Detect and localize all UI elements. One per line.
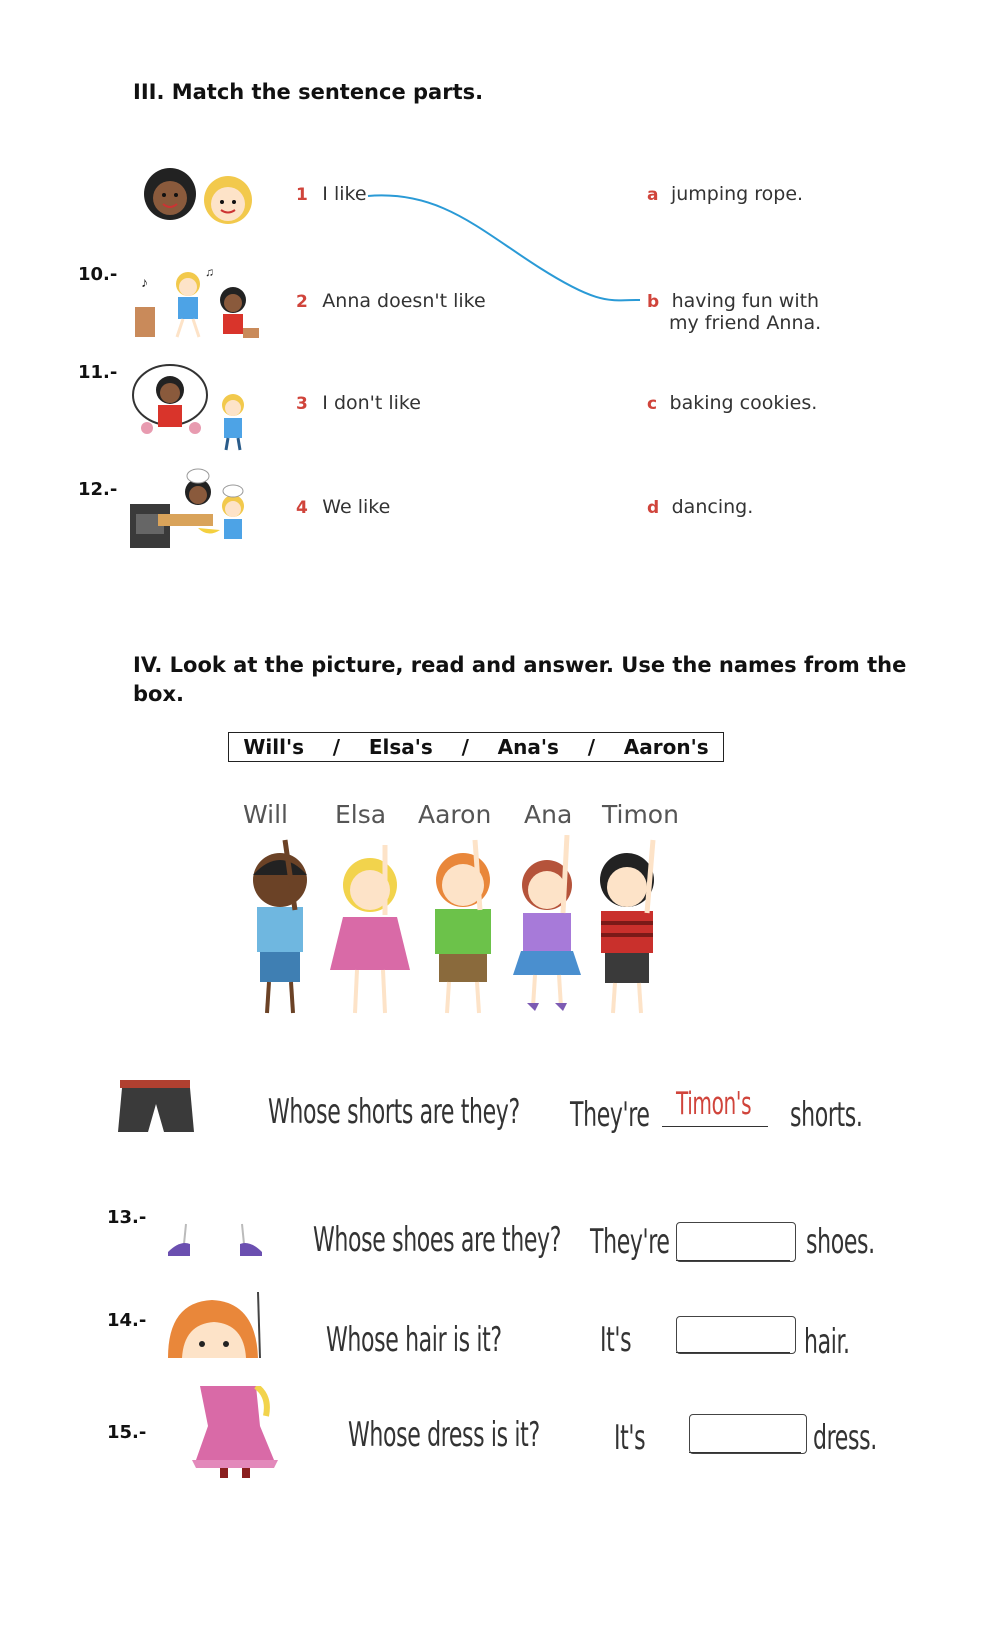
- question-number-13: 13.-: [107, 1207, 147, 1228]
- section4-title-line2: box.: [133, 682, 184, 706]
- item-text: Anna doesn't like: [322, 290, 486, 312]
- item-letter: d: [647, 498, 660, 518]
- question-number-15: 15.-: [107, 1422, 147, 1443]
- item-text-line2: my friend Anna.: [669, 312, 822, 334]
- question-15-text: Whose dress is it?: [348, 1415, 540, 1455]
- box-name-will: Will's: [243, 735, 305, 759]
- example-question: Whose shorts are they?: [268, 1092, 520, 1132]
- example-end: shorts.: [790, 1095, 863, 1135]
- question-number-14: 14.-: [107, 1310, 147, 1331]
- box-name-elsa: Elsa's: [368, 735, 433, 759]
- question-15-end: dress.: [813, 1418, 877, 1458]
- question-13-end: shoes.: [806, 1222, 875, 1262]
- kid-name-elsa: Elsa: [335, 800, 387, 829]
- item-letter: a: [647, 185, 659, 205]
- answer-input-15[interactable]: [689, 1414, 807, 1454]
- kid-name-timon: Timon: [602, 800, 679, 829]
- shorts-illustration: [112, 1080, 198, 1136]
- example-start: They're: [570, 1095, 650, 1135]
- answer-input-13[interactable]: [676, 1222, 796, 1262]
- item-text: dancing.: [671, 496, 754, 518]
- answer-line-15: [689, 1452, 801, 1453]
- box-name-ana: Ana's: [497, 735, 559, 759]
- item-number: 2: [296, 292, 308, 312]
- item-text: We like: [322, 496, 391, 518]
- shoes-illustration: [160, 1222, 270, 1262]
- name-box: [228, 732, 724, 762]
- dress-illustration: [190, 1386, 282, 1478]
- item-text: I like: [322, 183, 367, 205]
- item-number: 3: [296, 394, 308, 414]
- kid-name-ana: Ana: [524, 800, 573, 829]
- example-answer: Timon's: [676, 1086, 752, 1122]
- item-letter: b: [647, 292, 660, 312]
- item-text: baking cookies.: [669, 392, 818, 414]
- question-14-end: hair.: [804, 1322, 850, 1362]
- question-14-text: Whose hair is it?: [326, 1320, 502, 1360]
- answer-input-14[interactable]: [676, 1316, 796, 1354]
- item-text: jumping rope.: [670, 183, 804, 205]
- question-number-10: 10.-: [78, 264, 118, 285]
- item-number: 4: [296, 498, 308, 518]
- hair-illustration: [160, 1292, 266, 1360]
- section3-title: III. Match the sentence parts.: [133, 80, 484, 104]
- question-15-start: It's: [614, 1418, 646, 1458]
- question-number-11: 11.-: [78, 362, 118, 383]
- five-kids-illustration: [235, 835, 695, 1020]
- question-number-12: 12.-: [78, 479, 118, 500]
- answer-line-13: [676, 1260, 790, 1261]
- item-text: having fun with: [671, 290, 820, 312]
- match-line-1-b: [0, 0, 1000, 600]
- svg-text:♫: ♫: [205, 265, 214, 279]
- box-separator: /: [461, 735, 469, 759]
- question-13-start: They're: [590, 1222, 670, 1262]
- box-separator: /: [587, 735, 595, 759]
- question-14-start: It's: [600, 1320, 632, 1360]
- item-number: 1: [296, 185, 308, 205]
- kid-name-will: Will: [243, 800, 289, 829]
- answer-line-14: [676, 1352, 790, 1353]
- item-text: I don't like: [322, 392, 421, 414]
- box-separator: /: [332, 735, 341, 759]
- svg-text:♪: ♪: [141, 274, 148, 290]
- example-answer-line: [662, 1126, 768, 1127]
- kid-name-aaron: Aaron: [418, 800, 492, 829]
- question-13-text: Whose shoes are they?: [313, 1220, 562, 1260]
- section4-title-line1: IV. Look at the picture, read and answer. Use the names from the: [133, 653, 907, 677]
- item-letter: c: [647, 394, 658, 414]
- box-name-aaron: Aaron's: [623, 735, 709, 759]
